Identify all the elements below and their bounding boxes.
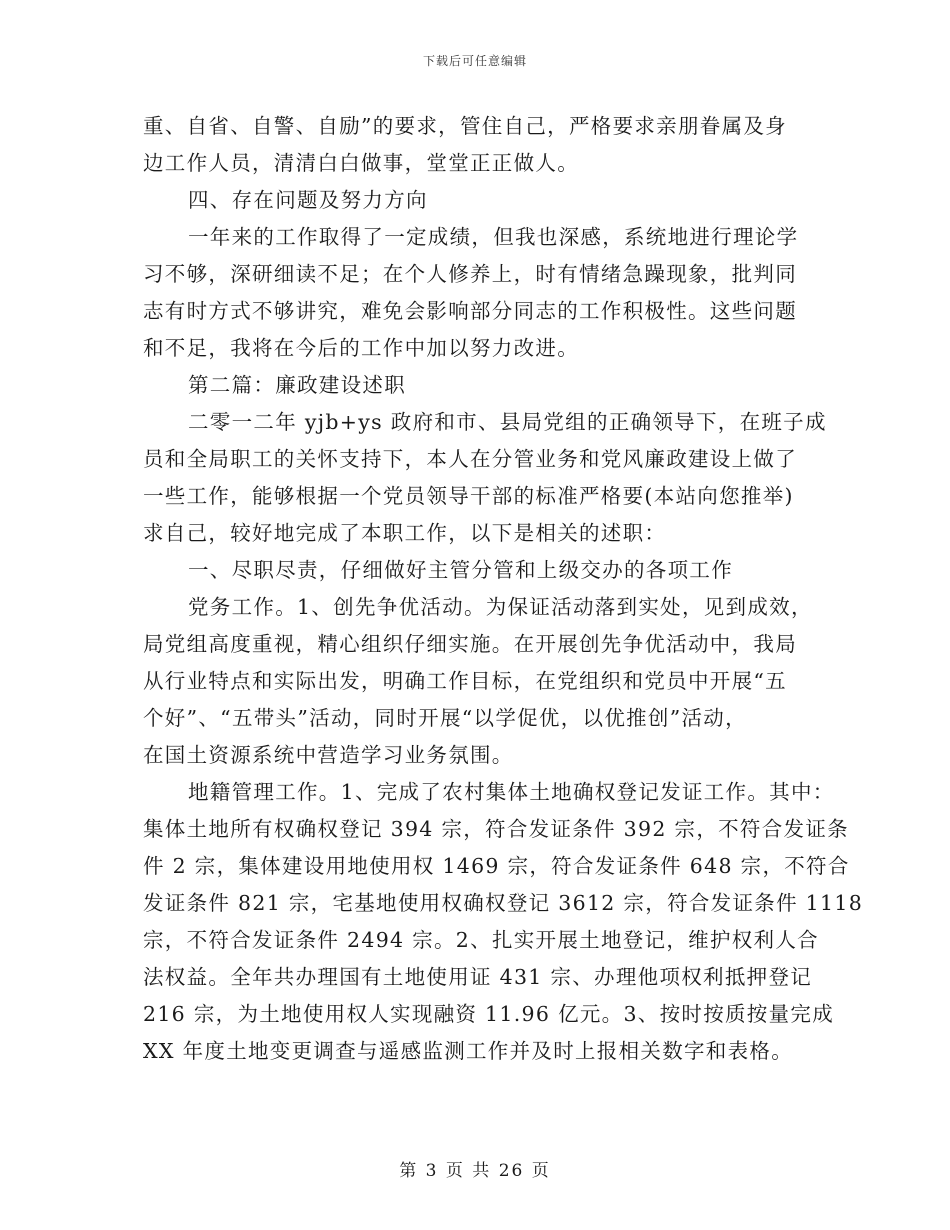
document-body — [143, 108, 864, 1070]
text-line: 一些工作，能够根据一个党员领导干部的标准严格要(本站向您推举) — [143, 484, 794, 508]
text-line: 法权益。全年共办理国有土地使用证 431 宗、办理他项权利抵押登记 — [143, 965, 813, 989]
text-line: 志有时方式不够讲究，难免会影响部分同志的工作积极性。这些问题 — [143, 299, 797, 323]
text-line: 四、存在问题及努力方向 — [188, 188, 428, 212]
text-line: 发证条件 821 宗，宅基地使用权确权登记 3612 宗，符合发证条件 1118 — [143, 891, 864, 915]
text-line: 重、自省、自警、自励”的要求，管住自己，严格要求亲朋眷属及身 — [143, 114, 787, 138]
page-header: 下载后可任意编辑 — [422, 54, 527, 68]
text-line: 集体土地所有权确权登记 394 宗，符合发证条件 392 宗，不符合发证条 — [143, 817, 849, 841]
text-line: 件 2 宗，集体建设用地使用权 1469 宗，符合发证条件 648 宗，不符合 — [143, 854, 850, 878]
text-line: 局党组高度重视，精心组织仔细实施。在开展创先争优活动中，我局 — [143, 632, 797, 656]
text-line: 从行业特点和实际出发，明确工作目标，在党组织和党员中开展“五 — [143, 669, 787, 693]
text-line: 二零一二年 yjb+ys 政府和市、县局党组的正确领导下，在班子成 — [188, 410, 827, 434]
text-line: 和不足，我将在今后的工作中加以努力改进。 — [143, 336, 579, 360]
page-footer: 第 3 页 共 26 页 — [399, 1161, 551, 1181]
text-line: 个好”、“五带头”活动，同时开展“以学促优，以优推创”活动， — [143, 706, 747, 730]
text-line: 边工作人员，清清白白做事，堂堂正正做人。 — [143, 151, 579, 175]
text-line: 习不够，深研细读不足；在个人修养上，时有情绪急躁现象，批判同 — [143, 262, 797, 286]
text-line: 一年来的工作取得了一定成绩，但我也深感，系统地进行理论学 — [188, 225, 799, 249]
text-line: 地籍管理工作。1、完成了农村集体土地确权登记发证工作。其中： — [188, 780, 835, 804]
text-line: 一、尽职尽责，仔细做好主管分管和上级交办的各项工作 — [188, 558, 733, 582]
text-line: 在国土资源系统中营造学习业务氛围。 — [143, 743, 514, 767]
text-line: 员和全局职工的关怀支持下，本人在分管业务和党风廉政建设上做了 — [143, 447, 797, 471]
text-line: 党务工作。1、创先争优活动。为保证活动落到实处，见到成效， — [188, 595, 813, 619]
text-line: 求自己，较好地完成了本职工作，以下是相关的述职： — [143, 521, 667, 545]
text-line: XX 年度土地变更调查与遥感监测工作并及时上报相关数字和表格。 — [143, 1039, 794, 1063]
text-line: 第二篇：廉政建设述职 — [188, 373, 406, 397]
text-line: 216 宗，为土地使用权人实现融资 11.96 亿元。3、按时按质按量完成 — [143, 1002, 835, 1026]
text-line: 宗，不符合发证条件 2494 宗。2、扎实开展土地登记，维护权利人合 — [143, 928, 819, 952]
